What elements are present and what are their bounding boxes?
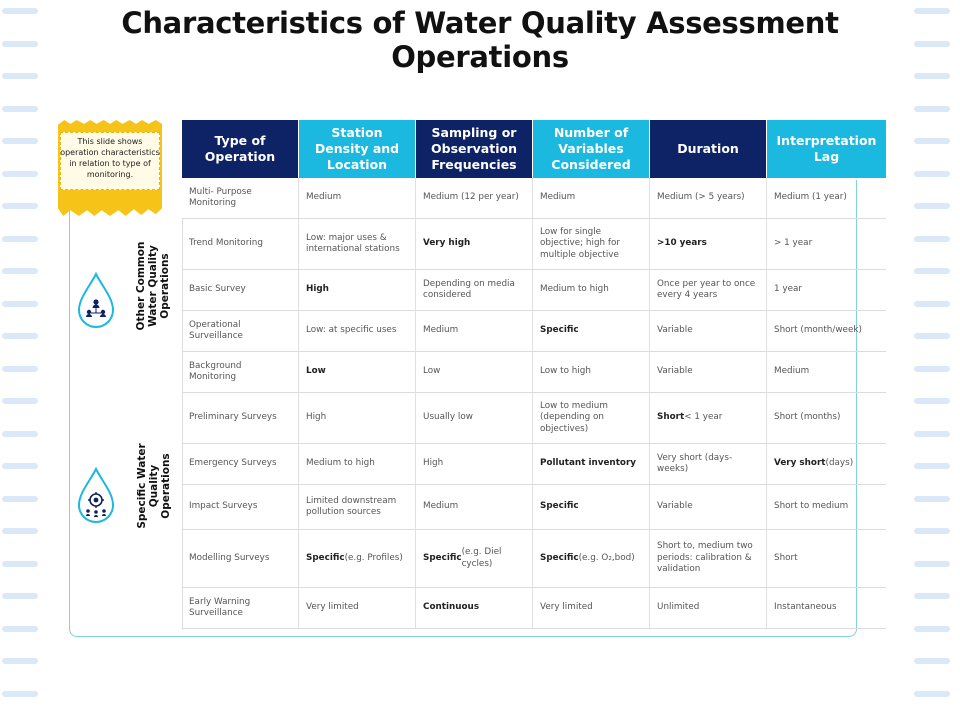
table-cell: Multi- Purpose Monitoring	[182, 178, 299, 218]
dash-decoration	[2, 203, 38, 209]
dash-decoration	[914, 171, 950, 177]
table-cell: Medium (12 per year)	[416, 178, 533, 218]
table-cell: Trend Monitoring	[182, 219, 299, 269]
dash-decoration	[2, 463, 38, 469]
header-type-of-operation: Type of Operation	[182, 120, 299, 178]
table-cell: High	[299, 270, 416, 310]
table-cell: Low: major uses & international stations	[299, 219, 416, 269]
dash-decoration	[914, 268, 950, 274]
table-cell: Low for single objective; high for multiple objective	[533, 219, 650, 269]
characteristics-table	[182, 120, 886, 629]
header-sampling-frequencies: Sampling or Observation Frequencies	[416, 120, 533, 178]
table-cell: Variable	[650, 352, 767, 392]
table-cell: Low	[416, 352, 533, 392]
dash-decoration	[914, 203, 950, 209]
table-cell: >10 years	[650, 219, 767, 269]
table-row	[182, 530, 886, 588]
table-row	[182, 444, 886, 485]
table-row	[182, 311, 886, 352]
table-cell: Basic Survey	[182, 270, 299, 310]
table-cell: Medium (1 year)	[774, 192, 847, 203]
dash-decoration	[2, 171, 38, 177]
table-cell: Low to high	[533, 352, 650, 392]
table-cell: Specific (e.g. Diel cycles)	[416, 530, 533, 587]
dash-decoration	[914, 41, 950, 47]
dash-decoration	[914, 658, 950, 664]
dash-decoration	[2, 561, 38, 567]
dash-decoration	[2, 496, 38, 502]
table-cell: Impact Surveys	[182, 485, 299, 529]
table-cell: Medium	[416, 485, 533, 529]
table-cell: Short < 1 year	[650, 393, 767, 443]
dash-decoration	[2, 301, 38, 307]
dash-decoration	[914, 8, 950, 14]
table-row	[182, 352, 886, 393]
water-drop-target-icon	[76, 467, 116, 525]
dash-decoration	[2, 73, 38, 79]
dash-decoration	[2, 8, 38, 14]
header-number-of-variables: Number of Variables Considered	[533, 120, 650, 178]
dash-decoration	[914, 236, 950, 242]
dash-decoration	[2, 138, 38, 144]
table-cell: Variable	[650, 485, 767, 529]
header-interpretation-lag: Interpretation Lag	[767, 120, 886, 178]
dash-decoration	[914, 106, 950, 112]
table-cell: Short to medium	[774, 501, 849, 512]
dash-decoration	[2, 691, 38, 697]
table-row	[182, 219, 886, 270]
table-cell: Very limited	[299, 588, 416, 628]
dash-decoration	[914, 73, 950, 79]
table-row	[182, 588, 886, 629]
table-cell: Once per year to once every 4 years	[650, 270, 767, 310]
dash-decoration	[2, 41, 38, 47]
table-cell: Low: at specific uses	[299, 311, 416, 351]
left-dash-decoration	[2, 0, 42, 720]
table-cell: Medium to high	[299, 444, 416, 484]
dash-decoration	[914, 301, 950, 307]
table-cell: Very high	[416, 219, 533, 269]
table-cell: Instantaneous	[774, 602, 837, 613]
dash-decoration	[2, 106, 38, 112]
table-cell: Medium (> 5 years)	[650, 178, 767, 218]
table-cell: High	[416, 444, 533, 484]
table-cell: Specific (e.g. Profiles)	[299, 530, 416, 587]
table-cell: Low	[299, 352, 416, 392]
water-drop-people-icon	[76, 272, 116, 330]
header-duration: Duration	[650, 120, 767, 178]
group-label-other: Other Common Water Quality Operations	[135, 241, 171, 331]
dash-decoration	[914, 333, 950, 339]
dash-decoration	[914, 431, 950, 437]
table-cell: Pollutant inventory	[533, 444, 650, 484]
dash-decoration	[2, 236, 38, 242]
table-cell: Short to, medium two periods: calibration & validation	[650, 530, 767, 587]
table-row	[182, 485, 886, 530]
table-cell: Short	[774, 552, 798, 563]
table-row	[182, 393, 886, 444]
table-row	[182, 178, 886, 219]
header-station-density: Station Density and Location	[299, 120, 416, 178]
dash-decoration	[2, 333, 38, 339]
table-cell: Medium	[299, 178, 416, 218]
table-cell: Emergency Surveys	[182, 444, 299, 484]
sticky-note-text: This slide shows operation characteristics in relation to type of monitoring.	[60, 137, 160, 179]
table-cell: Variable	[650, 311, 767, 351]
table-cell: Short (months)	[774, 412, 841, 423]
table-cell: Background Monitoring	[182, 352, 299, 392]
table-cell: Very limited	[533, 588, 650, 628]
dash-decoration	[914, 398, 950, 404]
dash-decoration	[914, 691, 950, 697]
table-cell: Low to medium (depending on objectives)	[533, 393, 650, 443]
table-cell: Early Warning Surveillance	[182, 588, 299, 628]
table-cell: Usually low	[416, 393, 533, 443]
table-cell: Modelling Surveys	[182, 530, 299, 587]
table-cell: > 1 year	[774, 238, 813, 249]
table-cell: Specific	[533, 311, 650, 351]
table-row	[182, 270, 886, 311]
dash-decoration	[2, 268, 38, 274]
dash-decoration	[2, 593, 38, 599]
table-body	[182, 178, 886, 629]
table-cell: Preliminary Surveys	[182, 393, 299, 443]
table-cell: Operational Surveillance	[182, 311, 299, 351]
table-header-row	[182, 120, 886, 178]
group-label-specific: Specific Water Quality Operations	[136, 443, 172, 529]
table-cell: Depending on media considered	[416, 270, 533, 310]
table-cell: Medium to high	[533, 270, 650, 310]
dash-decoration	[2, 528, 38, 534]
dash-decoration	[2, 626, 38, 632]
table-cell: Unlimited	[650, 588, 767, 628]
dash-decoration	[914, 561, 950, 567]
table-cell: 1 year	[774, 284, 803, 295]
dash-decoration	[914, 463, 950, 469]
dash-decoration	[914, 138, 950, 144]
table-cell: Limited downstream pollution sources	[299, 485, 416, 529]
table-cell: Very short (days-weeks)	[650, 444, 767, 484]
page-title: Characteristics of Water Quality Assessment Operations	[121, 6, 839, 74]
table-cell: Medium	[774, 366, 810, 377]
dash-decoration	[914, 496, 950, 502]
dash-decoration	[914, 528, 950, 534]
table-cell: Medium	[533, 178, 650, 218]
table-cell: Medium	[416, 311, 533, 351]
dash-decoration	[914, 366, 950, 372]
dash-decoration	[2, 431, 38, 437]
right-dash-decoration	[914, 0, 954, 720]
table-cell: Short (month/week)	[774, 325, 862, 336]
dash-decoration	[914, 626, 950, 632]
dash-decoration	[2, 658, 38, 664]
table-cell: Continuous	[416, 588, 533, 628]
dash-decoration	[2, 366, 38, 372]
table-cell: High	[299, 393, 416, 443]
table-cell: Specific (e.g. O₂,bod)	[533, 530, 650, 587]
dash-decoration	[914, 593, 950, 599]
dash-decoration	[2, 398, 38, 404]
table-cell: Very short (days)	[774, 458, 854, 469]
table-cell: Specific	[533, 485, 650, 529]
